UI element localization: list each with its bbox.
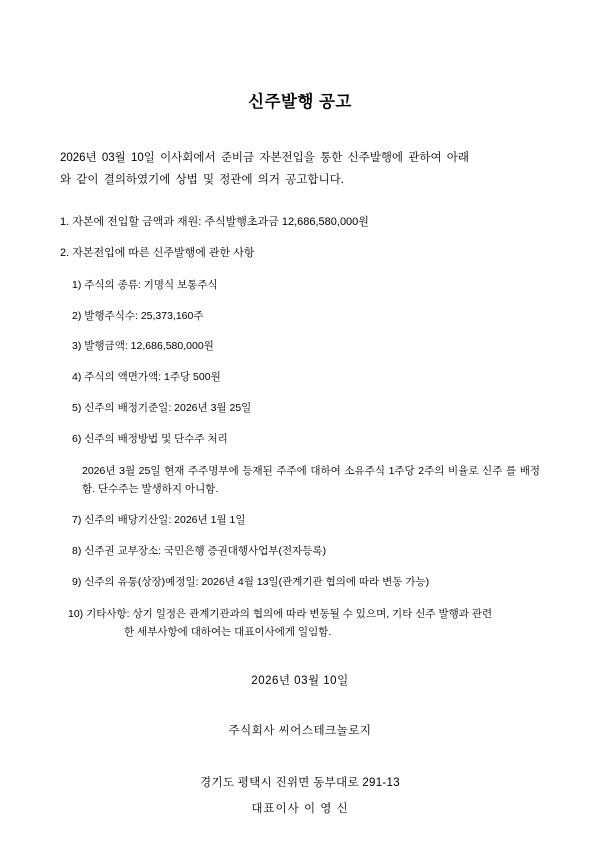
list-item xyxy=(72,400,540,417)
company-address: 경기도 평택시 진위면 동부대로 291-13 xyxy=(200,776,400,789)
list-item-number: 6) xyxy=(72,432,82,445)
list-item-label: 기타사항: 상기 일정은 관계기관과의 협의에 따라 변동될 수 있으며, 기타 신주 발행과 관련 xyxy=(86,607,493,620)
allocation-note-line-2: 를 배정함. 단수주는 발생하지 아니함. xyxy=(82,464,540,496)
ceo-name: 대표이사 이 영 신 xyxy=(251,802,349,815)
list-item-number: 2) xyxy=(72,309,82,322)
list-item xyxy=(72,574,540,591)
list-item xyxy=(72,512,540,529)
list-item-label: 신주의 배정방법 및 단수주 처리 xyxy=(84,432,228,445)
intro-line-1: 2026년 03월 10일 이사회에서 준비금 자본전입을 통한 신주발행에 관하여 아래 xyxy=(60,152,469,164)
list-item-label: 신주권 교부장소: 국민은행 증권대행사업부(전자등록) xyxy=(84,545,327,558)
list-item-label: 발행주식수: 25,373,160주 xyxy=(84,309,204,322)
sub-items-list xyxy=(60,277,540,642)
intro-line-2: 와 같이 결의하였기에 상법 및 정관에 의거 공고합니다. xyxy=(60,173,344,186)
list-item-label: 주식의 종류: 기명식 보통주식 xyxy=(84,278,218,291)
intro-paragraph xyxy=(60,148,540,192)
list-item-number: 10) xyxy=(68,607,84,620)
company-name: 주식회사 씨어스테크놀로지 xyxy=(228,724,372,737)
list-item-label: 신주의 배정기준일: 2026년 3월 25일 xyxy=(84,402,252,415)
list-item-label: 주식의 액면가액: 1주당 500원 xyxy=(84,371,221,384)
list-item-other-matters xyxy=(68,605,540,642)
list-item-number: 4) xyxy=(72,371,82,384)
section-new-shares: 2. 자본전입에 따른 신주발행에 관한 사항 xyxy=(60,247,255,260)
list-item xyxy=(72,308,540,325)
list-item-label-continued: 한 세부사항에 대하여는 대표이사에게 일임함. xyxy=(124,626,332,639)
list-item-number: 1) xyxy=(72,278,82,291)
list-item xyxy=(72,338,540,355)
allocation-note-line-1: 2026년 3월 25일 현재 주주명부에 등재된 주주에 대하여 소유주식 1주당 2주의 비율로 신주 xyxy=(82,464,503,477)
list-item-label: 발행금액: 12,686,580,000원 xyxy=(84,340,214,353)
list-item-number: 5) xyxy=(72,402,82,415)
list-item-label: 신주의 유통(상장)예정일: 2026년 4월 13일(관계기관 협의에 따라 변동 가능) xyxy=(84,576,430,588)
list-item-number: 9) xyxy=(72,576,82,588)
list-item-number: 3) xyxy=(72,340,82,353)
list-item-number: 8) xyxy=(72,545,82,558)
allocation-note xyxy=(82,462,540,499)
list-item-label: 신주의 배당기산일: 2026년 1월 1일 xyxy=(84,514,246,527)
list-item-number: 7) xyxy=(72,514,82,527)
list-item xyxy=(72,543,540,560)
page-title: 신주발행 공고 xyxy=(248,93,352,111)
notice-date: 2026년 03월 10일 xyxy=(251,674,349,687)
list-item xyxy=(72,277,540,294)
document-footer xyxy=(60,672,540,816)
list-item xyxy=(72,369,540,386)
section-capital-amount: 1. 자본에 전입할 금액과 재원: 주식발행초과금 12,686,580,000원 xyxy=(60,215,369,228)
list-item xyxy=(72,431,540,448)
